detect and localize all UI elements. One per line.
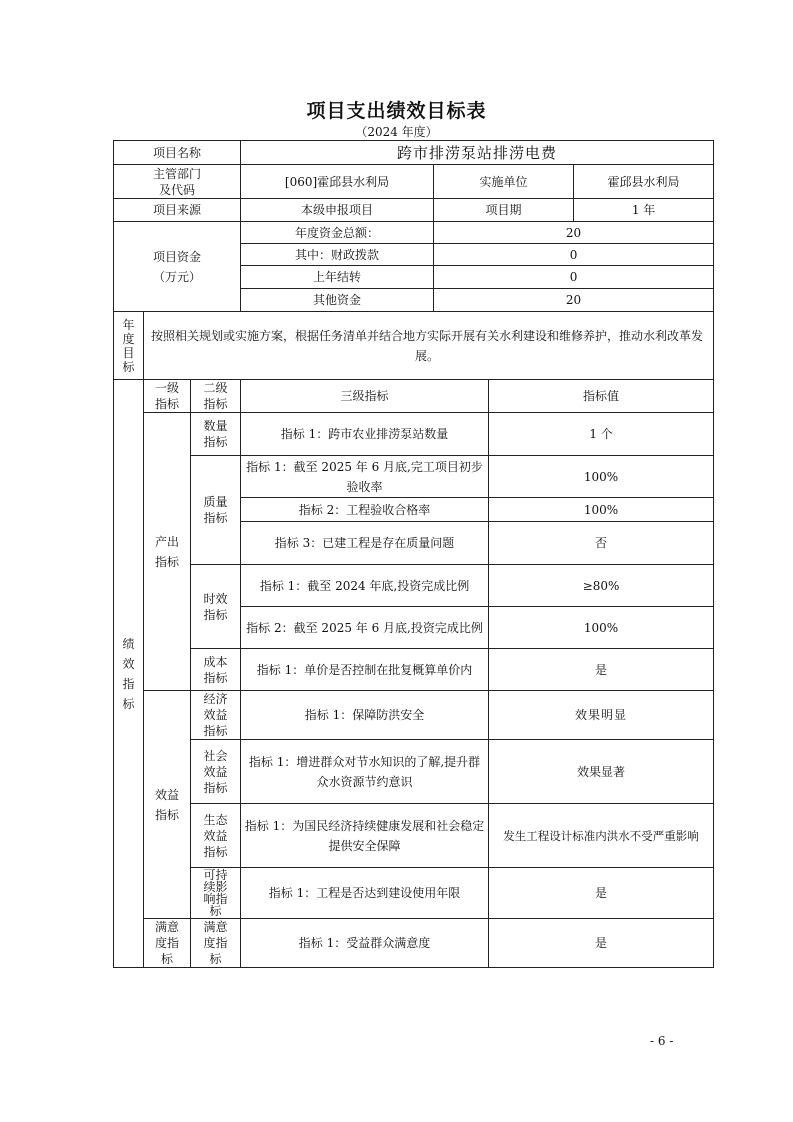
cost-indicators-label: 成本 指标 xyxy=(191,649,241,691)
quantity-indicators-label: 数量 指标 xyxy=(191,413,241,456)
indicator-name: 指标 1：截至 2025 年 6 月底,完工项目初步验收率 xyxy=(241,456,489,498)
indicator-name: 指标 1：截至 2024 年底,投资完成比例 xyxy=(241,565,489,607)
department-label: 主管部门 及代码 xyxy=(114,165,241,199)
department-value: [060]霍邱县水利局 xyxy=(241,165,434,199)
fund-row-value: 0 xyxy=(434,244,714,266)
indicator-row xyxy=(114,804,714,868)
timeliness-indicators-label: 时效 指标 xyxy=(191,565,241,649)
indicator-name: 指标 1：保障防洪安全 xyxy=(241,691,489,740)
project-name-label: 项目名称 xyxy=(114,141,241,165)
performance-indicators-label: 绩 效 指 标 xyxy=(114,380,144,968)
fund-row-label: 年度资金总额： xyxy=(241,222,434,244)
indicator-name: 指标 1：工程是否达到建设使用年限 xyxy=(241,868,489,919)
indicator-header-row xyxy=(114,380,714,413)
indicator-value: 100% xyxy=(489,607,714,649)
indicator-value-header: 指标值 xyxy=(489,380,714,413)
quality-indicators-label: 质量 指标 xyxy=(191,456,241,565)
indicator-name: 指标 1：跨市农业排涝泵站数量 xyxy=(241,413,489,456)
indicator-name: 指标 1：单价是否控制在批复概算单价内 xyxy=(241,649,489,691)
project-source-label: 项目来源 xyxy=(114,199,241,222)
fund-row-label: 其他资金 xyxy=(241,289,434,312)
indicator-row xyxy=(114,868,714,919)
project-period-value: 1 年 xyxy=(574,199,714,222)
indicator-value: 是 xyxy=(489,919,714,968)
indicator-value: 发生工程设计标准内洪水不受严重影响 xyxy=(489,804,714,868)
implementing-unit-label: 实施单位 xyxy=(434,165,574,199)
indicator-row xyxy=(114,649,714,691)
indicator-value: ≥80% xyxy=(489,565,714,607)
project-name-value: 跨市排涝泵站排涝电费 xyxy=(241,141,714,165)
ecological-benefit-label: 生态 效益 指标 xyxy=(191,804,241,868)
benefit-indicators-label: 效益 指标 xyxy=(144,691,191,919)
project-period-label: 项目期 xyxy=(434,199,574,222)
social-benefit-label: 社会 效益 指标 xyxy=(191,740,241,804)
output-indicators-label: 产出 指标 xyxy=(144,413,191,691)
indicator-name: 指标 3：已建工程是存在质量问题 xyxy=(241,522,489,565)
indicator-name: 指标 2：截至 2025 年 6 月底,投资完成比例 xyxy=(241,607,489,649)
fund-row-label: 其中：财政拨款 xyxy=(241,244,434,266)
indicator-name: 指标 1：受益群众满意度 xyxy=(241,919,489,968)
performance-goal-table xyxy=(113,140,714,968)
indicator-name: 指标 2：工程验收合格率 xyxy=(241,498,489,522)
fund-row xyxy=(114,222,714,244)
indicator-row xyxy=(114,565,714,607)
level1-header: 一级 指标 xyxy=(144,380,191,413)
indicator-value: 是 xyxy=(489,649,714,691)
fund-row-value: 20 xyxy=(434,222,714,244)
annual-goal-text: 按照相关规划或实施方案，根据任务清单并结合地方实际开展有关水利建设和维修养护，推动水利改革发展。 xyxy=(144,312,714,380)
indicator-row xyxy=(114,740,714,804)
department-row xyxy=(114,165,714,199)
economic-benefit-label: 经济 效益 指标 xyxy=(191,691,241,740)
page-title: 项目支出绩效目标表 xyxy=(306,100,487,122)
level3-header: 三级指标 xyxy=(241,380,489,413)
implementing-unit-value: 霍邱县水利局 xyxy=(574,165,714,199)
fund-row-value: 0 xyxy=(434,266,714,289)
indicator-row xyxy=(114,413,714,456)
page-subtitle: （2024 年度） xyxy=(355,125,438,139)
page-number: - 6 - xyxy=(650,1034,674,1048)
indicator-value: 效果明显 xyxy=(489,691,714,740)
sustainable-impact-label: 可持 续影 响指 标 xyxy=(191,868,241,919)
project-funds-label: 项目资金 （万元） xyxy=(114,222,241,312)
project-source-row xyxy=(114,199,714,222)
indicator-name: 指标 1：增进群众对节水知识的了解,提升群众水资源节约意识 xyxy=(241,740,489,804)
annual-goal-row xyxy=(114,312,714,380)
indicator-row xyxy=(114,691,714,740)
fund-row-value: 20 xyxy=(434,289,714,312)
project-name-row xyxy=(114,141,714,165)
indicator-name: 指标 1：为国民经济持续健康发展和社会稳定提供安全保障 xyxy=(241,804,489,868)
annual-goal-label: 年 度 目 标 xyxy=(114,312,144,380)
indicator-value: 100% xyxy=(489,456,714,498)
indicator-value: 100% xyxy=(489,498,714,522)
fund-row-label: 上年结转 xyxy=(241,266,434,289)
project-source-value: 本级申报项目 xyxy=(241,199,434,222)
satisfaction-subindicators-label: 满意 度指 标 xyxy=(191,919,241,968)
indicator-value: 1 个 xyxy=(489,413,714,456)
indicator-value: 否 xyxy=(489,522,714,565)
indicator-row xyxy=(114,456,714,498)
indicator-row xyxy=(114,919,714,968)
level2-header: 二级 指标 xyxy=(191,380,241,413)
indicator-value: 效果显著 xyxy=(489,740,714,804)
indicator-value: 是 xyxy=(489,868,714,919)
satisfaction-indicators-label: 满意 度指 标 xyxy=(144,919,191,968)
